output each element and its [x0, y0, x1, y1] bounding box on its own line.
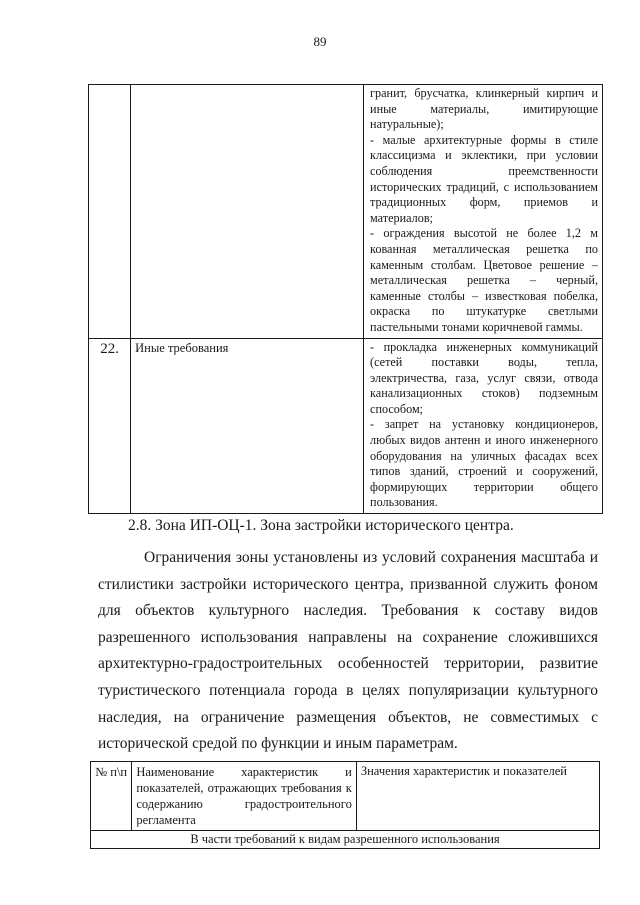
table-row: [89, 85, 603, 339]
value-paragraph: гранит, брусчатка, клинкерный кирпич и иные материалы, имитирующие натуральные);: [370, 86, 598, 132]
row-number-cell: [89, 85, 131, 339]
value-paragraph: - запрет на установку кондиционеров, любых видов антенн и иного инженерного оборудования на уличных фасадах всех типов зданий, строений и сооружений, формирующих территории общего пользования.: [370, 417, 598, 510]
table-header-row: [91, 762, 600, 831]
header-value-cell: Значения характеристик и показателей: [356, 762, 599, 831]
row-value-cell: [364, 338, 603, 514]
zone-requirements-table: [90, 761, 600, 849]
table-row: [89, 338, 603, 514]
row-name-cell: [131, 85, 364, 339]
header-name-cell: Наименование характеристик и показателей, отражающих требования к содержанию градостроительного регламента: [132, 762, 357, 831]
row-value-cell: [364, 85, 603, 339]
value-paragraph: - ограждения высотой не более 1,2 м кованная металлическая решетка по каменным столбам. Цветовое решение – металлическая решетка – черный, каменные столбы – известковая побелка, окраска по штукатурке светлыми пастельными тонами коричневой гаммы.: [370, 226, 598, 334]
row-number-cell: 22.: [89, 338, 131, 514]
span-row-cell: В части требований к видам разрешенного использования: [91, 831, 600, 849]
section-paragraph: Ограничения зоны установлены из условий сохранения масштаба и стилистики застройки исторического центра, призванной служить фоном для объектов культурного наследия. Требования к составу видов разрешенного использования направлены на сохранение сложившихся архитектурно-градостроительных особенностей территории, развитие туристического потенциала города в целях популяризации культурного наследия, на ограничение размещения объектов, не совместимых с исторической средой по функции и иным параметрам.: [98, 549, 598, 753]
value-paragraph: - прокладка инженерных коммуникаций (сетей поставки воды, тепла, электричества, газа, услуг связи, отвода канализационных стоков) подземным способом;: [370, 339, 598, 416]
header-number-cell: № п\п: [91, 762, 132, 831]
page-number: 89: [313, 34, 327, 49]
section-heading: 2.8. Зона ИП-ОЦ-1. Зона застройки исторического центра.: [128, 517, 514, 534]
row-name-cell: Иные требования: [131, 338, 364, 514]
table-span-row: [91, 831, 600, 849]
requirements-table-continued: [88, 84, 603, 514]
value-paragraph: - малые архитектурные формы в стиле классицизма и эклектики, при условии соблюдения преемственности исторических традиций, с использованием традиционных форм, приемов и материалов;: [370, 132, 598, 225]
